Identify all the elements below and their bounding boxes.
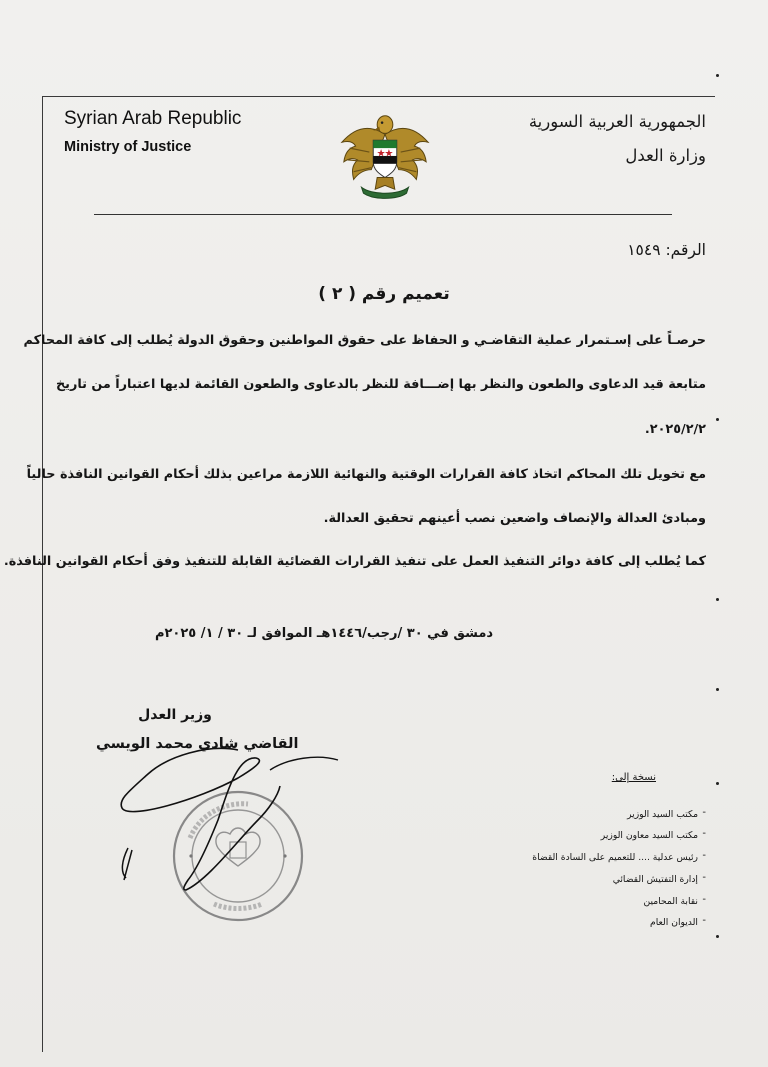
body-line: كما يُطلب إلى كافة دوائر التنفيذ العمل على تنفيذ القرارات القضائية القابلة للتنفيذ وفق أحكام القوانين النافذة. xyxy=(3,554,706,569)
copy-recipient: نقابة المحامين xyxy=(643,896,698,907)
body-line: ٢٠٢٥/٢/٢. xyxy=(644,422,706,437)
bullet-dash: - xyxy=(702,872,706,883)
copy-recipient: إدارة التفتيش القضائي xyxy=(612,874,698,885)
bullet-dash: - xyxy=(702,915,706,926)
circular-title: تعميم رقم ( ٢ ) xyxy=(318,284,450,304)
date-line: دمشق في ٣٠ /رجب/١٤٤٦هـ الموافق لـ ٣٠ / ١/ ٢٠٢٥م xyxy=(154,626,494,641)
handwritten-signature xyxy=(88,730,348,920)
body-line: مع تخويل تلك المحاكم اتخاذ كافة القرارات الوقتية والنهائية اللازمة مراعين بذلك أحكام القوانين النافذة حالياً xyxy=(26,467,706,482)
speck xyxy=(716,418,719,421)
ministry-ar: وزارة العدل xyxy=(625,146,706,165)
speck xyxy=(716,935,719,938)
ministry-en: Ministry of Justice xyxy=(64,139,192,155)
body-line: ومبادئ العدالة والإنصاف واضعين نصب أعينهم تحقيق العدالة. xyxy=(323,511,706,526)
signatory-title: وزير العدل xyxy=(138,707,212,723)
bullet-dash: - xyxy=(702,894,706,905)
country-ar: الجمهورية العربية السورية xyxy=(528,112,706,131)
body-line: حرصـاً على إسـتمرار عملية التقاضـي و الحفاظ على حقوق المواطنين وحقوق الدولة يُطلب إلى كافة المحاكم xyxy=(23,333,706,348)
copy-recipient: رئيس عدلية .... للتعميم على السادة القضاة xyxy=(532,852,698,863)
reference-number: الرقم: ١٥٤٩ xyxy=(627,241,706,259)
body-line: متابعة قيد الدعاوى والطعون والنظر بها إضـــافة للنظر بالدعاوى والطعون القائمة لديها اعتباراً من تاريخ xyxy=(55,377,706,392)
speck xyxy=(716,598,719,601)
country-en: Syrian Arab Republic xyxy=(64,108,242,129)
copy-recipient: الديوان العام xyxy=(650,917,698,928)
eagle-emblem-icon xyxy=(336,104,434,204)
bullet-dash: - xyxy=(702,828,706,839)
copy-recipient: مكتب السيد معاون الوزير xyxy=(600,830,698,841)
speck xyxy=(716,74,719,77)
copies-heading: نسخة إلى: xyxy=(611,772,656,783)
speck xyxy=(716,688,719,691)
signatory-name: القاضي شادي محمد الويسي xyxy=(96,736,299,752)
speck xyxy=(716,782,719,785)
bullet-dash: - xyxy=(702,850,706,861)
bullet-dash: - xyxy=(702,807,706,818)
header-divider xyxy=(94,214,672,215)
copy-recipient: مكتب السيد الوزير xyxy=(627,809,698,820)
